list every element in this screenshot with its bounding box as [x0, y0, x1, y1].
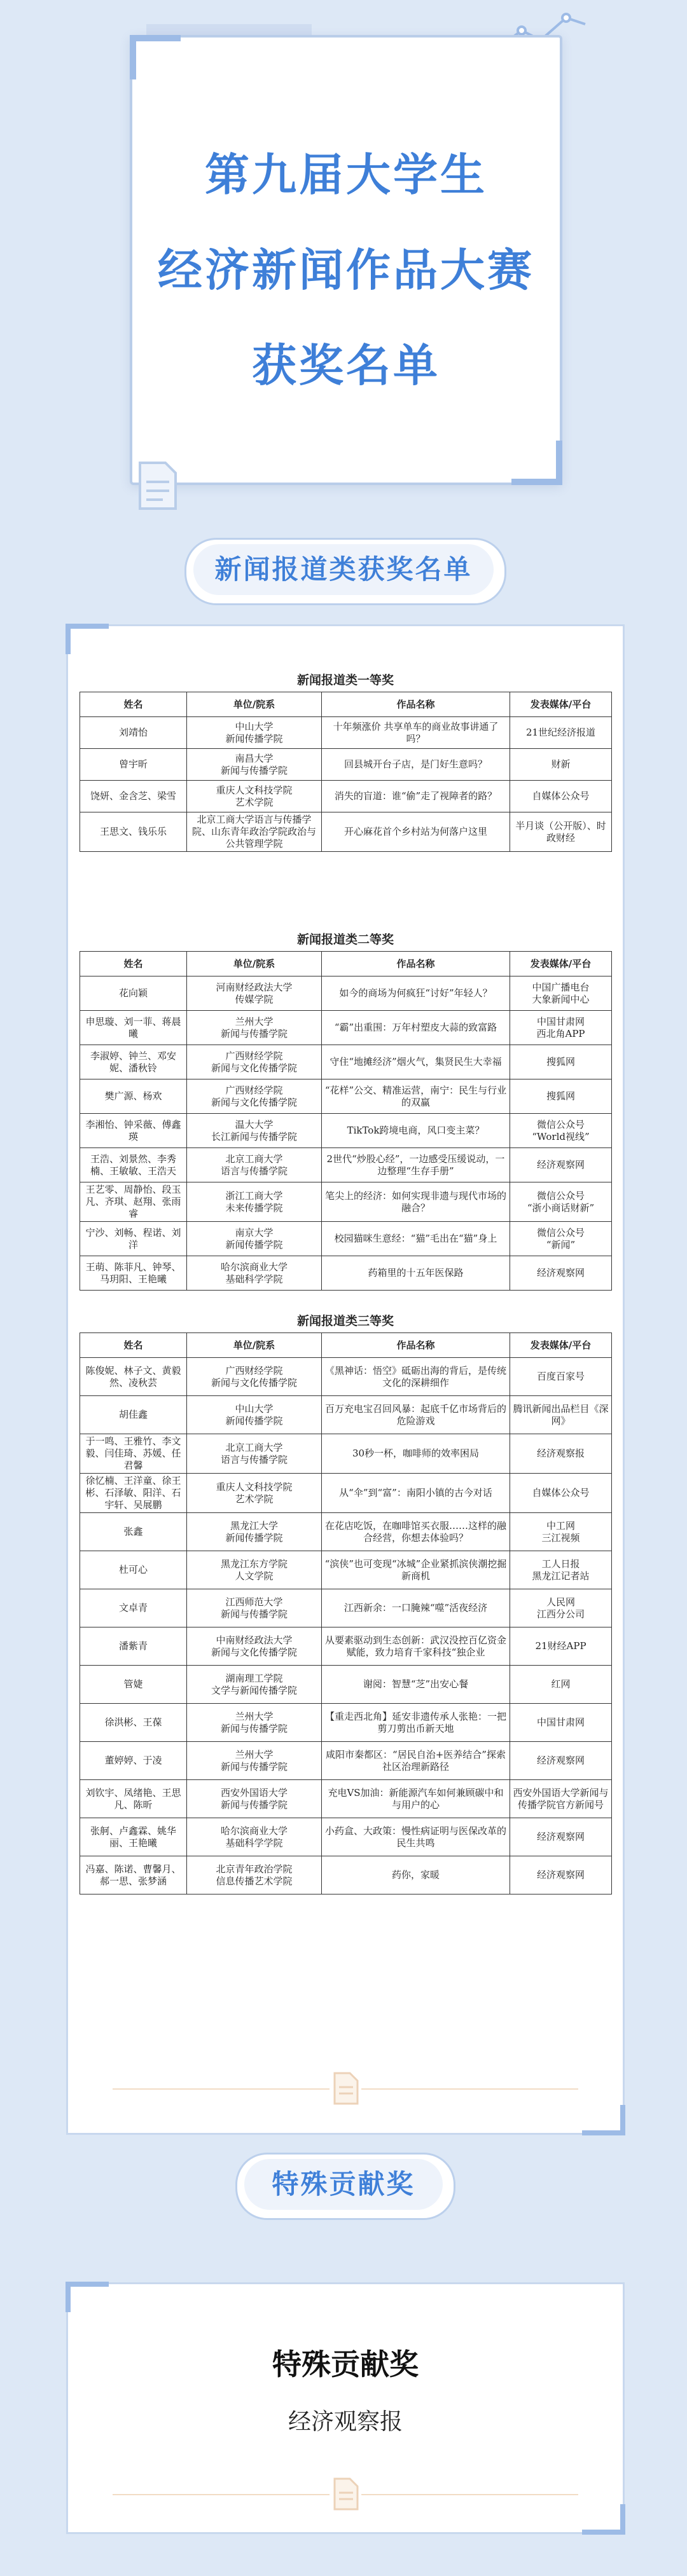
cell-institution: 西安外国语大学 新闻与传播学院 — [187, 1780, 322, 1818]
cell-name: 申思璇、刘一菲、蒋晨曦 — [80, 1011, 187, 1045]
cell-media: 21世纪经济报道 — [510, 717, 612, 749]
cell-media: 经济观察网 — [510, 1856, 612, 1894]
cell-work-title: 充电VS加油：新能源汽车如何兼顾碳中和与用户的心 — [322, 1780, 510, 1818]
table-title: 新闻报道类二等奖 — [296, 933, 394, 947]
cell-work-title: 《黑神话：悟空》砥砺出海的背后，是传统文化的深耕细作 — [322, 1358, 510, 1396]
cell-media: 自媒体公众号 — [510, 1474, 612, 1513]
cell-media: 经济观察报 — [510, 1434, 612, 1474]
document-icon — [330, 2476, 361, 2512]
cell-work-title: 2世代“炒股心经”，一边感受压缓说动，一边整理“生存手册” — [322, 1148, 510, 1182]
table-header-row — [80, 692, 612, 717]
cell-media: 西安外国语大学新闻与传播学院官方新闻号 — [510, 1780, 612, 1818]
page-title-line-2: 经济新闻作品大赛 — [158, 244, 534, 296]
cell-name: 王萌、陈菲凡、钟琴、马玥阳、王艳曦 — [80, 1256, 187, 1291]
corner-decoration — [66, 2282, 109, 2312]
cell-media: 中工网 三江视频 — [510, 1513, 612, 1551]
table-row — [80, 1742, 612, 1780]
column-header: 发表媒体/平台 — [510, 1333, 612, 1358]
cell-work-title: 30秒一杯，咖啡师的效率困局 — [322, 1434, 510, 1474]
special-award-recipient: 经济观察报 — [288, 2409, 403, 2435]
section-title: 新闻报道类获奖名单 — [214, 554, 473, 585]
cell-name: 文卓青 — [80, 1589, 187, 1627]
table-row — [80, 1856, 612, 1894]
cell-institution: 重庆人文科技学院 艺术学院 — [187, 1474, 322, 1513]
column-header: 单位/院系 — [187, 952, 322, 976]
first-prize-block — [80, 671, 611, 852]
section-header-news — [184, 538, 503, 608]
cell-work-title: 从“伞”到“富”：南阳小镇的古今对话 — [322, 1474, 510, 1513]
cell-name: 刘钦宇、凤绪艳、王思凡、陈昕 — [80, 1780, 187, 1818]
title-band-decoration — [146, 24, 312, 36]
table-row — [80, 1589, 612, 1627]
column-header: 发表媒体/平台 — [510, 692, 612, 717]
cell-work-title: 笔尖上的经济：如何实现非遗与现代市场的融合？ — [322, 1182, 510, 1222]
special-award-card — [66, 2282, 625, 2534]
cell-institution: 中南财经政法大学 新闻与文化传播学院 — [187, 1627, 322, 1666]
cell-media: 经济观察网 — [510, 1148, 612, 1182]
cell-media: 中国甘肃网 西北角APP — [510, 1011, 612, 1045]
cell-media: 工人日报 黑龙江记者站 — [510, 1551, 612, 1589]
table-header-row — [80, 952, 612, 976]
cell-name: 李湘怡、钟采薇、傅鑫瑛 — [80, 1114, 187, 1148]
second-prize-block — [80, 930, 611, 1291]
cell-work-title: 在花店吃饭，在咖啡馆买衣服……这样的融合经营，你想去体验吗？ — [322, 1513, 510, 1551]
cell-institution: 南昌大学 新闻与传播学院 — [187, 749, 322, 781]
column-header: 作品名称 — [322, 692, 510, 717]
cell-institution: 河南财经政法大学 传媒学院 — [187, 976, 322, 1011]
cell-institution: 哈尔滨商业大学 基础科学学院 — [187, 1818, 322, 1856]
cell-media: 经济观察网 — [510, 1742, 612, 1780]
table-row — [80, 1045, 612, 1079]
cell-media: 财新 — [510, 749, 612, 781]
cell-name: 王思文、钱乐乐 — [80, 812, 187, 852]
cell-institution: 江西师范大学 新闻与传播学院 — [187, 1589, 322, 1627]
third-prize-block — [80, 1312, 611, 1894]
cell-name: 饶妍、金含芝、梁雪 — [80, 781, 187, 812]
cell-media: 百度百家号 — [510, 1358, 612, 1396]
cell-name: 陈俊妮、林子文、黄毅然、凌秋芸 — [80, 1358, 187, 1396]
cell-name: 潘紫青 — [80, 1627, 187, 1666]
column-header: 姓名 — [80, 1333, 187, 1358]
cell-work-title: 消失的盲道：谁“偷”走了视障者的路？ — [322, 781, 510, 812]
cell-institution: 黑龙江大学 新闻传播学院 — [187, 1513, 322, 1551]
cell-name: 宁沙、刘畅、程诺、刘洋 — [80, 1222, 187, 1256]
cell-name: 于一鸣、王雅竹、李文毅、闫佳琦、苏媛、任君馨 — [80, 1434, 187, 1474]
table-row — [80, 1079, 612, 1114]
document-icon — [330, 2071, 361, 2106]
cell-work-title: “霸”出重围：万年村塑皮大蒜的致富路 — [322, 1011, 510, 1045]
cell-work-title: “花样”公交、精准运营，南宁：民生与行业的双赢 — [322, 1079, 510, 1114]
second-prize-table — [80, 951, 612, 1291]
cell-name: 曾宇昕 — [80, 749, 187, 781]
cell-institution: 广西财经学院 新闻与文化传播学院 — [187, 1358, 322, 1396]
cell-institution: 北京工商大学 语言与传播学院 — [187, 1434, 322, 1474]
cell-work-title: 从要素驱动到生态创新：武汉没控百亿资金赋能，致力培育千家科技“独企业 — [322, 1627, 510, 1666]
cell-institution: 兰州大学 新闻与传播学院 — [187, 1742, 322, 1780]
third-prize-table — [80, 1333, 612, 1894]
cell-institution: 中山大学 新闻传播学院 — [187, 1396, 322, 1434]
cell-institution: 浙江工商大学 未来传播学院 — [187, 1182, 322, 1222]
cell-media: 搜狐网 — [510, 1045, 612, 1079]
cell-name: 刘靖怡 — [80, 717, 187, 749]
table-row — [80, 1513, 612, 1551]
table-header-row — [80, 1333, 612, 1358]
cell-name: 王艺零、周静怡、段玉凡、齐琪、赵翔、张雨睿 — [80, 1182, 187, 1222]
table-row — [80, 1818, 612, 1856]
cell-media: 经济观察网 — [510, 1818, 612, 1856]
column-header: 作品名称 — [322, 1333, 510, 1358]
cell-media: 微信公众号 “浙小商话财新” — [510, 1182, 612, 1222]
special-award-title: 特殊贡献奖 — [272, 2347, 419, 2381]
cell-work-title: 回县城开台子店，是门好生意吗？ — [322, 749, 510, 781]
cell-institution: 北京青年政治学院 信息传播艺术学院 — [187, 1856, 322, 1894]
cell-work-title: 咸阳市秦都区：“居民自治+医养结合”探索社区治理新路径 — [322, 1742, 510, 1780]
cell-media: 半月谈（公开版）、时政财经 — [510, 812, 612, 852]
corner-decoration — [582, 2504, 625, 2535]
cell-name: 胡佳鑫 — [80, 1396, 187, 1434]
cell-media: 搜狐网 — [510, 1079, 612, 1114]
cell-work-title: 小药盒、大政策：慢性病证明与医保改革的民生共鸣 — [322, 1818, 510, 1856]
cell-institution: 广西财经学院 新闻与文化传播学院 — [187, 1079, 322, 1114]
cell-work-title: 谢阅：智慧“芝”出安心餐 — [322, 1666, 510, 1704]
corner-decoration — [66, 624, 109, 654]
section-header-special — [235, 2153, 452, 2223]
cell-work-title: 药你，家暖 — [322, 1856, 510, 1894]
cell-work-title: 开心麻花首个乡村站为何落户这里 — [322, 812, 510, 852]
table-title: 新闻报道类三等奖 — [296, 1314, 394, 1328]
cell-name: 董婷婷、于凌 — [80, 1742, 187, 1780]
cell-media: 人民网 江西分公司 — [510, 1589, 612, 1627]
corner-decoration — [582, 2105, 625, 2135]
cell-institution: 北京工商大学语言与传播学院、山东青年政治学院政治与公共管理学院 — [187, 812, 322, 852]
cell-institution: 重庆人文科技学院 艺术学院 — [187, 781, 322, 812]
cell-name: 冯嘉、陈诺、曹馨月、郝一思、张梦涵 — [80, 1856, 187, 1894]
table-row — [80, 1666, 612, 1704]
table-row — [80, 812, 612, 852]
cell-work-title: “滨侠”也可变现“冰城”企业紧抓滨侠潮挖掘新商机 — [322, 1551, 510, 1589]
table-row — [80, 1011, 612, 1045]
table-row — [80, 1222, 612, 1256]
column-header: 姓名 — [80, 952, 187, 976]
cell-name: 樊广源、杨欢 — [80, 1079, 187, 1114]
cell-work-title: 校园猫咪生意经：“猫”毛出在“猫”身上 — [322, 1222, 510, 1256]
column-header: 作品名称 — [322, 952, 510, 976]
cell-work-title: 江西新余：一口腌辣“噬”活夜经济 — [322, 1589, 510, 1627]
cell-name: 张鑫 — [80, 1513, 187, 1551]
section-title: 特殊贡献奖 — [272, 2168, 415, 2200]
first-prize-table — [80, 692, 612, 852]
cell-work-title: 药箱里的十五年医保路 — [322, 1256, 510, 1291]
cell-institution: 温大大学 长江新闻与传播学院 — [187, 1114, 322, 1148]
cell-name: 徐忆楠、王洋童、徐王彬、石泽敏、阳洋、石宇轩、吴展鹏 — [80, 1474, 187, 1513]
cell-institution: 哈尔滨商业大学 基础科学学院 — [187, 1256, 322, 1291]
cell-media: 红网 — [510, 1666, 612, 1704]
cell-work-title: 如今的商场为何疯狂“讨好”年轻人？ — [322, 976, 510, 1011]
cell-media: 中国广播电台 大象新闻中心 — [510, 976, 612, 1011]
cell-media: 腾讯新闻出品栏目《深网》 — [510, 1396, 612, 1434]
corner-decoration — [130, 35, 181, 79]
cell-name: 王浩、刘景然、李秀楠、王敏敏、王浩天 — [80, 1148, 187, 1182]
cell-institution: 广西财经学院 新闻与文化传播学院 — [187, 1045, 322, 1079]
cell-work-title: 十年频涨价 共享单车的商业故事讲通了吗？ — [322, 717, 510, 749]
cell-work-title: TikTok跨境电商，风口变主菜？ — [322, 1114, 510, 1148]
cell-name: 李淑婷、钟兰、邓安妮、潘秋铃 — [80, 1045, 187, 1079]
cell-institution: 兰州大学 新闻与传播学院 — [187, 1704, 322, 1742]
cell-media: 微信公众号 “World视线” — [510, 1114, 612, 1148]
table-row — [80, 1148, 612, 1182]
cell-media: 自媒体公众号 — [510, 781, 612, 812]
table-row — [80, 1627, 612, 1666]
cell-name: 徐洪彬、王葆 — [80, 1704, 187, 1742]
table-row — [80, 1551, 612, 1589]
cell-institution: 黑龙江东方学院 人文学院 — [187, 1551, 322, 1589]
cell-work-title: 【重走西北角】延安非遗传承人张艳：一把剪刀剪出币新天地 — [322, 1704, 510, 1742]
table-row — [80, 1780, 612, 1818]
cell-media: 微信公众号 “新闻” — [510, 1222, 612, 1256]
cell-work-title: 守住“地摊经济”烟火气，集贤民生大幸福 — [322, 1045, 510, 1079]
cell-institution: 北京工商大学 语言与传播学院 — [187, 1148, 322, 1182]
column-header: 发表媒体/平台 — [510, 952, 612, 976]
table-row — [80, 1396, 612, 1434]
table-row — [80, 1358, 612, 1396]
table-row — [80, 1434, 612, 1474]
document-icon — [135, 460, 179, 511]
table-row — [80, 976, 612, 1011]
cell-institution: 南京大学 新闻传播学院 — [187, 1222, 322, 1256]
table-title: 新闻报道类一等奖 — [296, 673, 394, 687]
cell-media: 中国甘肃网 — [510, 1704, 612, 1742]
cell-institution: 兰州大学 新闻与传播学院 — [187, 1011, 322, 1045]
cell-name: 花向颖 — [80, 976, 187, 1011]
award-list-paper — [66, 624, 625, 2135]
table-row — [80, 781, 612, 812]
page-title-line-1: 第九届大学生 — [205, 149, 487, 201]
cell-name: 杜可心 — [80, 1551, 187, 1589]
table-row — [80, 749, 612, 781]
title-card — [130, 35, 562, 485]
table-row — [80, 717, 612, 749]
column-header: 姓名 — [80, 692, 187, 717]
table-row — [80, 1474, 612, 1513]
cell-institution: 中山大学 新闻传播学院 — [187, 717, 322, 749]
table-row — [80, 1114, 612, 1148]
table-row — [80, 1182, 612, 1222]
page-title-line-3: 获奖名单 — [252, 339, 440, 392]
cell-media: 经济观察网 — [510, 1256, 612, 1291]
cell-institution: 湖南理工学院 文学与新闻传播学院 — [187, 1666, 322, 1704]
column-header: 单位/院系 — [187, 692, 322, 717]
table-row — [80, 1256, 612, 1291]
table-row — [80, 1704, 612, 1742]
cell-name: 管婕 — [80, 1666, 187, 1704]
column-header: 单位/院系 — [187, 1333, 322, 1358]
cell-name: 张舸、卢鑫霖、姚华丽、王艳曦 — [80, 1818, 187, 1856]
cell-work-title: 百万充电宝召回风暴：起底千亿市场背后的危险游戏 — [322, 1396, 510, 1434]
corner-decoration — [511, 441, 562, 485]
cell-media: 21财经APP — [510, 1627, 612, 1666]
